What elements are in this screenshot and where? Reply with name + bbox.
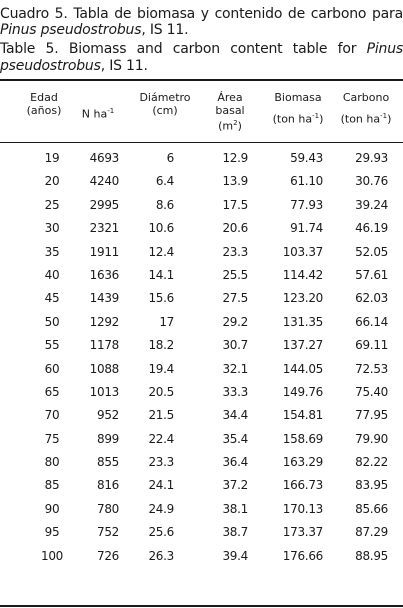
cell-carbono: 46.19 [355, 221, 388, 236]
cell-area-basal: 36.4 [222, 455, 248, 470]
cell-n-ha: 952 [96, 408, 119, 423]
cell-carbono: 62.03 [355, 291, 388, 306]
cell-biomasa: 59.43 [290, 151, 323, 165]
cell-biomasa: 61.10 [290, 174, 323, 189]
cell-diametro: 20.5 [148, 384, 174, 399]
cell-carbono: 77.95 [355, 408, 388, 423]
cell-diametro: 21.5 [148, 408, 174, 423]
caption-en-genus: Pinus [366, 41, 403, 57]
cell-biomasa: 176.66 [282, 548, 323, 563]
caption-en-line1 [0, 41, 403, 57]
caption-en-suffix: , IS 11. [100, 58, 148, 74]
cell-n-ha: 4240 [89, 174, 119, 189]
cell-area-basal: 30.7 [222, 338, 248, 353]
cell-diametro: 23.3 [148, 455, 174, 470]
cell-diametro: 14.1 [148, 267, 174, 282]
cell-area-basal: 27.5 [222, 291, 248, 306]
header-carbono-line1: Carbono [342, 91, 390, 104]
cell-edad: 55 [44, 338, 60, 353]
cell-n-ha: 1178 [89, 338, 119, 353]
cell-edad: 100 [40, 548, 63, 563]
cell-n-ha: 2995 [89, 197, 119, 212]
cell-area-basal: 38.7 [222, 525, 248, 540]
table-row [0, 264, 403, 287]
cell-n-ha: 780 [96, 501, 119, 516]
table-row [0, 170, 403, 193]
table-row [0, 311, 403, 334]
caption-es-line2 [0, 22, 403, 38]
cell-edad: 80 [44, 455, 60, 470]
cell-diametro: 8.6 [155, 197, 174, 212]
cell-n-ha: 752 [96, 525, 119, 540]
caption-es-suffix: , IS 11. [141, 22, 189, 38]
cell-edad: 85 [44, 478, 60, 493]
table-body [0, 147, 403, 568]
cell-n-ha: 1911 [89, 244, 119, 259]
cell-biomasa: 144.05 [282, 361, 323, 376]
cell-carbono: 79.90 [355, 431, 388, 446]
cell-biomasa: 77.93 [290, 197, 323, 212]
cell-edad: 30 [44, 221, 60, 236]
table-top-rule [0, 79, 403, 81]
header-biomasa [268, 91, 328, 126]
table-row [0, 451, 403, 474]
cell-diametro: 12.4 [148, 244, 174, 259]
header-area-line1: Área [217, 91, 243, 104]
cell-carbono: 29.93 [355, 151, 388, 165]
header-edad-line1: Edad [30, 91, 58, 104]
caption-en-text: Table 5. Biomass and carbon content table for [0, 41, 357, 57]
cell-carbono: 52.05 [355, 244, 388, 259]
cell-carbono: 85.66 [355, 501, 388, 516]
caption-en-species: pseudostrobus [0, 58, 101, 74]
cell-area-basal: 34.4 [222, 408, 248, 423]
caption-en-line2 [0, 58, 403, 74]
cell-area-basal: 32.1 [222, 361, 248, 376]
cell-diametro: 17 [159, 314, 174, 329]
cell-carbono: 88.95 [355, 548, 388, 563]
cell-area-basal: 37.2 [222, 478, 248, 493]
cell-n-ha: 1088 [89, 361, 119, 376]
cell-carbono: 30.76 [355, 174, 388, 189]
table-row [0, 545, 403, 568]
table-row [0, 241, 403, 264]
cell-diametro: 15.6 [148, 291, 174, 306]
cell-biomasa: 131.35 [282, 314, 323, 329]
cell-area-basal: 39.4 [222, 548, 248, 563]
header-carbono-line2: (ton $ha^{-1}$) [340, 112, 392, 126]
header-area-line3: $(m^2)$ [218, 119, 242, 133]
cell-area-basal: 38.1 [222, 501, 248, 516]
cell-n-ha: 1292 [89, 314, 119, 329]
cell-n-ha: 726 [96, 548, 119, 563]
header-area-line2: basal [215, 104, 245, 117]
table-row [0, 428, 403, 451]
cell-n-ha: 1439 [89, 291, 119, 306]
cell-area-basal: 25.5 [222, 267, 248, 282]
header-diametro [136, 91, 194, 117]
header-n-exponent: -1 [107, 107, 115, 115]
header-biomasa-line2: (ton $ha^{-1}$) [272, 112, 324, 126]
cell-biomasa: 114.42 [282, 267, 323, 282]
cell-edad: 45 [44, 291, 60, 306]
table-row [0, 404, 403, 427]
table-row [0, 474, 403, 497]
cell-edad: 40 [44, 267, 60, 282]
header-area [212, 91, 248, 133]
cell-biomasa: 149.76 [282, 384, 323, 399]
cell-n-ha: 899 [96, 431, 119, 446]
cell-edad: 70 [44, 408, 60, 423]
cell-biomasa: 166.73 [282, 478, 323, 493]
cell-area-basal: 35.4 [222, 431, 248, 446]
cell-diametro: 22.4 [148, 431, 174, 446]
cell-carbono: 57.61 [355, 267, 388, 282]
cell-biomasa: 173.37 [282, 525, 323, 540]
cell-biomasa: 163.29 [282, 455, 323, 470]
cell-carbono: 83.95 [355, 478, 388, 493]
cell-biomasa: 158.69 [282, 431, 323, 446]
cell-area-basal: 13.9 [222, 174, 248, 189]
cell-n-ha: 1013 [89, 384, 119, 399]
cell-diametro: 25.6 [148, 525, 174, 540]
cell-edad: 25 [44, 197, 60, 212]
cell-edad: 60 [44, 361, 60, 376]
table-row [0, 217, 403, 240]
cell-biomasa: 154.81 [282, 408, 323, 423]
cell-area-basal: 17.5 [222, 197, 248, 212]
cell-area-basal: 29.2 [222, 314, 248, 329]
table-row [0, 498, 403, 521]
cell-edad: 19 [44, 151, 60, 165]
cell-biomasa: 123.20 [282, 291, 323, 306]
cell-area-basal: 12.9 [222, 151, 248, 165]
caption-es-line1: Cuadro 5. Tabla de biomasa y contenido de carbono para [0, 6, 403, 22]
cell-edad: 50 [44, 314, 60, 329]
cell-carbono: 75.40 [355, 384, 388, 399]
cell-carbono: 66.14 [355, 314, 388, 329]
header-edad [22, 91, 66, 117]
cell-biomasa: 137.27 [282, 338, 323, 353]
cell-diametro: 24.1 [148, 478, 174, 493]
cell-carbono: 82.22 [355, 455, 388, 470]
table-row [0, 381, 403, 404]
cell-edad: 75 [44, 431, 60, 446]
caption-es-species: Pinus pseudostrobus [0, 22, 142, 38]
header-edad-line2: (años) [26, 104, 62, 117]
cell-diametro: 19.4 [148, 361, 174, 376]
cell-n-ha: 1636 [89, 267, 119, 282]
cell-edad: 90 [44, 501, 60, 516]
cell-edad: 35 [44, 244, 60, 259]
cell-edad: 65 [44, 384, 60, 399]
header-diametro-line2: (cm) [152, 104, 178, 117]
header-carbono [336, 91, 396, 126]
cell-n-ha: 2321 [89, 221, 119, 236]
cell-carbono: 72.53 [355, 361, 388, 376]
cell-edad: 20 [44, 174, 60, 189]
cell-diametro: 6.4 [155, 174, 174, 189]
cell-diametro: 26.3 [148, 548, 174, 563]
cell-biomasa: 170.13 [282, 501, 323, 516]
cell-carbono: 87.29 [355, 525, 388, 540]
table-bottom-rule [0, 605, 403, 607]
cell-area-basal: 23.3 [222, 244, 248, 259]
table-header-rule [0, 142, 403, 143]
cell-area-basal: 33.3 [222, 384, 248, 399]
cell-n-ha: 4693 [89, 151, 119, 165]
header-biomasa-line1: Biomasa [274, 91, 322, 104]
table-row [0, 194, 403, 217]
cell-area-basal: 20.6 [222, 221, 248, 236]
cell-biomasa: 103.37 [282, 244, 323, 259]
cell-carbono: 39.24 [355, 197, 388, 212]
table-row [0, 358, 403, 381]
cell-diametro: 10.6 [148, 221, 174, 236]
table-row [0, 287, 403, 310]
cell-diametro: 24.9 [148, 501, 174, 516]
cell-edad: 95 [44, 525, 60, 540]
cell-diametro: 18.2 [148, 338, 174, 353]
header-n-label: N $ha^{-1}$ [81, 107, 115, 121]
cell-diametro: 6 [166, 151, 174, 165]
table-row [0, 521, 403, 544]
table-row [0, 334, 403, 357]
header-n [78, 105, 118, 121]
cell-carbono: 69.11 [355, 338, 388, 353]
table-row [0, 147, 403, 170]
header-diametro-line1: Diámetro [139, 91, 191, 104]
cell-n-ha: 855 [96, 455, 119, 470]
cell-biomasa: 91.74 [290, 221, 323, 236]
cell-n-ha: 816 [96, 478, 119, 493]
